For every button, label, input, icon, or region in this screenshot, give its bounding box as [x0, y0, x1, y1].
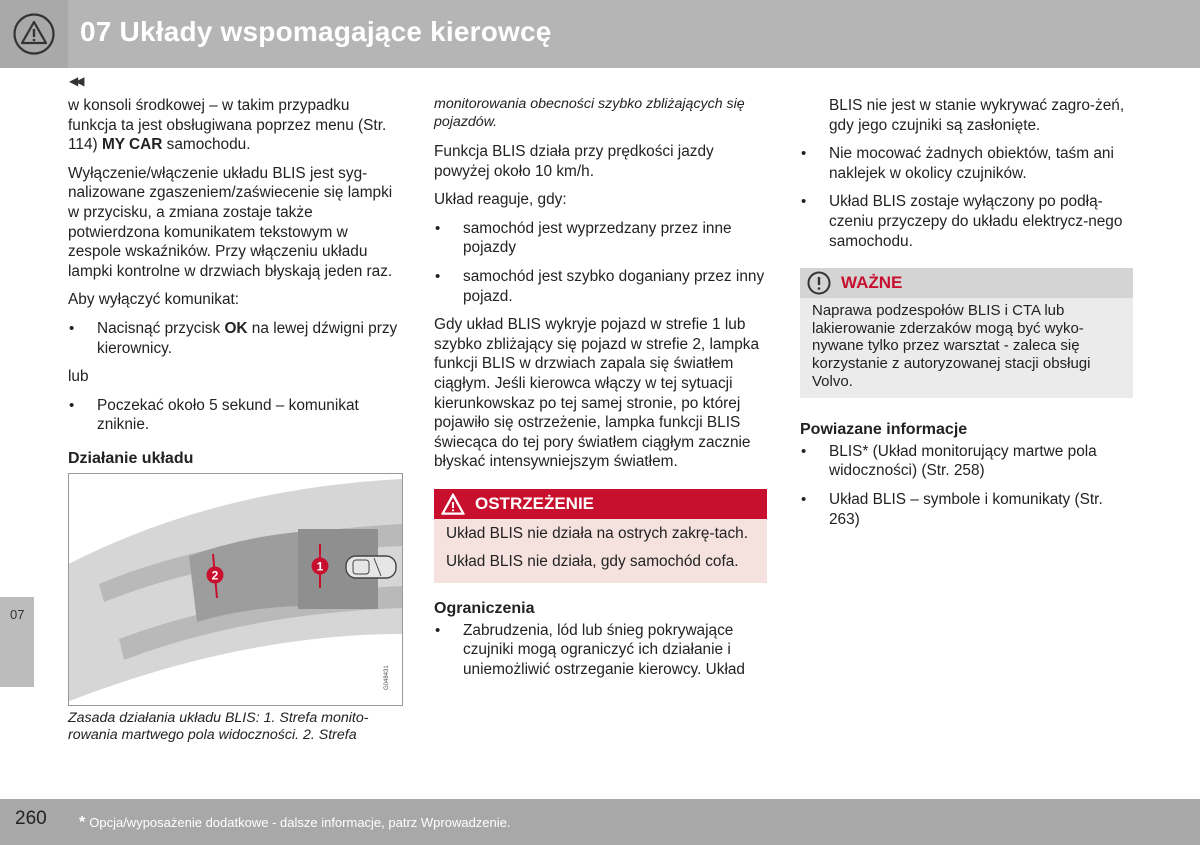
chapter-tab-label: 07 [10, 607, 25, 622]
list-item: • Układ BLIS zostaje wyłączony po podłą-czeniu przyczepy do układu elektrycz-nego samochodu. [800, 192, 1133, 251]
column-1 [68, 96, 401, 754]
warning-text: Układ BLIS nie działa na ostrych zakrę-tach. [446, 524, 748, 542]
important-body: Naprawa podzespołów BLIS i CTA lub lakierowanie zderzaków mogą być wyko-nywane tylko przez warsztat - zaleca się korzystanie z autoryzowanej stacji obsługi Volvo. [812, 302, 1091, 390]
column-2 [434, 96, 767, 688]
back-arrows-icon[interactable]: ◀◀ [69, 74, 82, 88]
important-title: WAŻNE [841, 273, 903, 293]
paragraph: w konsoli środkowej – w takim przypadku funkcja ta jest obsługiwana poprzez menu (Str. 114) MY CAR samochodu. [68, 97, 387, 154]
warning-title-bar [434, 489, 767, 519]
list-item-continued: BLIS nie jest w stanie wykrywać zagro-żeń, gdy jego czujniki są zasłonięte. [829, 97, 1125, 134]
list-item: • Zabrudzenia, lód lub śnieg pokrywające czujniki mogą ograniczyć ich działanie i uniemożliwić ostrzeganie kierowcy. Układ [434, 621, 767, 680]
marker-2-label: 2 [211, 568, 219, 582]
list-item: • Nie mocować żadnych obiektów, taśm ani naklejek w okolicy czujników. [800, 144, 1133, 183]
chapter-tab[interactable] [0, 597, 34, 687]
left-margin [0, 68, 68, 799]
paragraph: Gdy układ BLIS wykryje pojazd w strefie 1 lub szybko zbliżający się pojazd w strefie 2, lampka funkcji BLIS w drzwiach zapala się światłem ciągłym. Jeśli kierowca włączy w tej sytuacji kierunkowskaz po tej samej stronie, po której pojawiło się ostrzeżenie, lampka funkcji BLIS świecąca do tej pory światłem ciągłym zacznie błyskać intensywniejszym światłem. [434, 316, 760, 471]
list-item: • Nacisnąć przycisk OK na lewej dźwigni przy kierownicy. [68, 319, 401, 358]
warning-title: OSTRZEŻENIE [475, 493, 595, 513]
exclamation-circle-icon [806, 271, 832, 295]
marker-1-label: 1 [316, 559, 324, 573]
list-item: • samochód jest wyprzedzany przez inne pojazdy [434, 219, 767, 258]
warning-triangle-icon [440, 492, 466, 516]
figure-caption-continued: monitorowania obecności szybko zbliżających się pojazdów. [434, 96, 745, 130]
header-icon-block [0, 0, 68, 68]
page-footer [0, 799, 1200, 845]
warning-triangle-icon [13, 13, 55, 55]
figure-code: G048431 [384, 664, 390, 690]
page-header [0, 0, 1200, 68]
paragraph: Układ reaguje, gdy: [434, 191, 567, 209]
column-3 [800, 96, 1133, 538]
related-link[interactable]: • BLIS* (Układ monitorujący martwe pola widoczności) (Str. 258) [800, 442, 1133, 481]
footnote-star: * [79, 814, 86, 831]
section-heading: Działanie układu [68, 449, 194, 467]
list-item: • samochód jest szybko doganiany przez inny pojazd. [434, 267, 767, 306]
warning-body [434, 519, 767, 583]
car-icon [346, 556, 396, 578]
blis-diagram [68, 473, 403, 706]
important-title-bar [800, 268, 1133, 298]
warning-box [434, 489, 767, 583]
figure-caption: Zasada działania układu BLIS: 1. Strefa monito-rowania martwego pola widoczności. 2. Strefa [68, 709, 369, 743]
warning-text: Układ BLIS nie działa, gdy samochód cofa. [446, 552, 739, 570]
paragraph: lub [68, 368, 89, 386]
chapter-title: 07 Układy wspomagające kierowcę [80, 16, 552, 47]
related-info-heading: Powiazane informacje [800, 421, 968, 439]
list-item: • Poczekać około 5 sekund – komunikat zniknie. [68, 396, 401, 435]
page-number: 260 [15, 808, 47, 829]
important-note-box [800, 268, 1133, 398]
section-heading: Ograniczenia [434, 600, 535, 618]
paragraph: Funkcja BLIS działa przy prędkości jazdy powyżej około 10 km/h. [434, 143, 714, 180]
footnote-text: Opcja/wyposażenie dodatkowe - dalsze informacje, patrz Wprowadzenie. [89, 815, 511, 830]
related-link[interactable]: • Układ BLIS – symbole i komunikaty (Str. 263) [800, 490, 1133, 529]
paragraph: Wyłączenie/włączenie układu BLIS jest syg-nalizowane zgaszeniem/zaświecenie się lampki w przycisku, a zmiana zostaje także potwierdzona komunikatem tekstowym w zespole wskaźników. Przy włączeniu układu lampki kontrolne w drzwiach błyskają jeden raz. [68, 164, 393, 280]
paragraph: Aby wyłączyć komunikat: [68, 291, 240, 309]
footnote [79, 813, 511, 833]
